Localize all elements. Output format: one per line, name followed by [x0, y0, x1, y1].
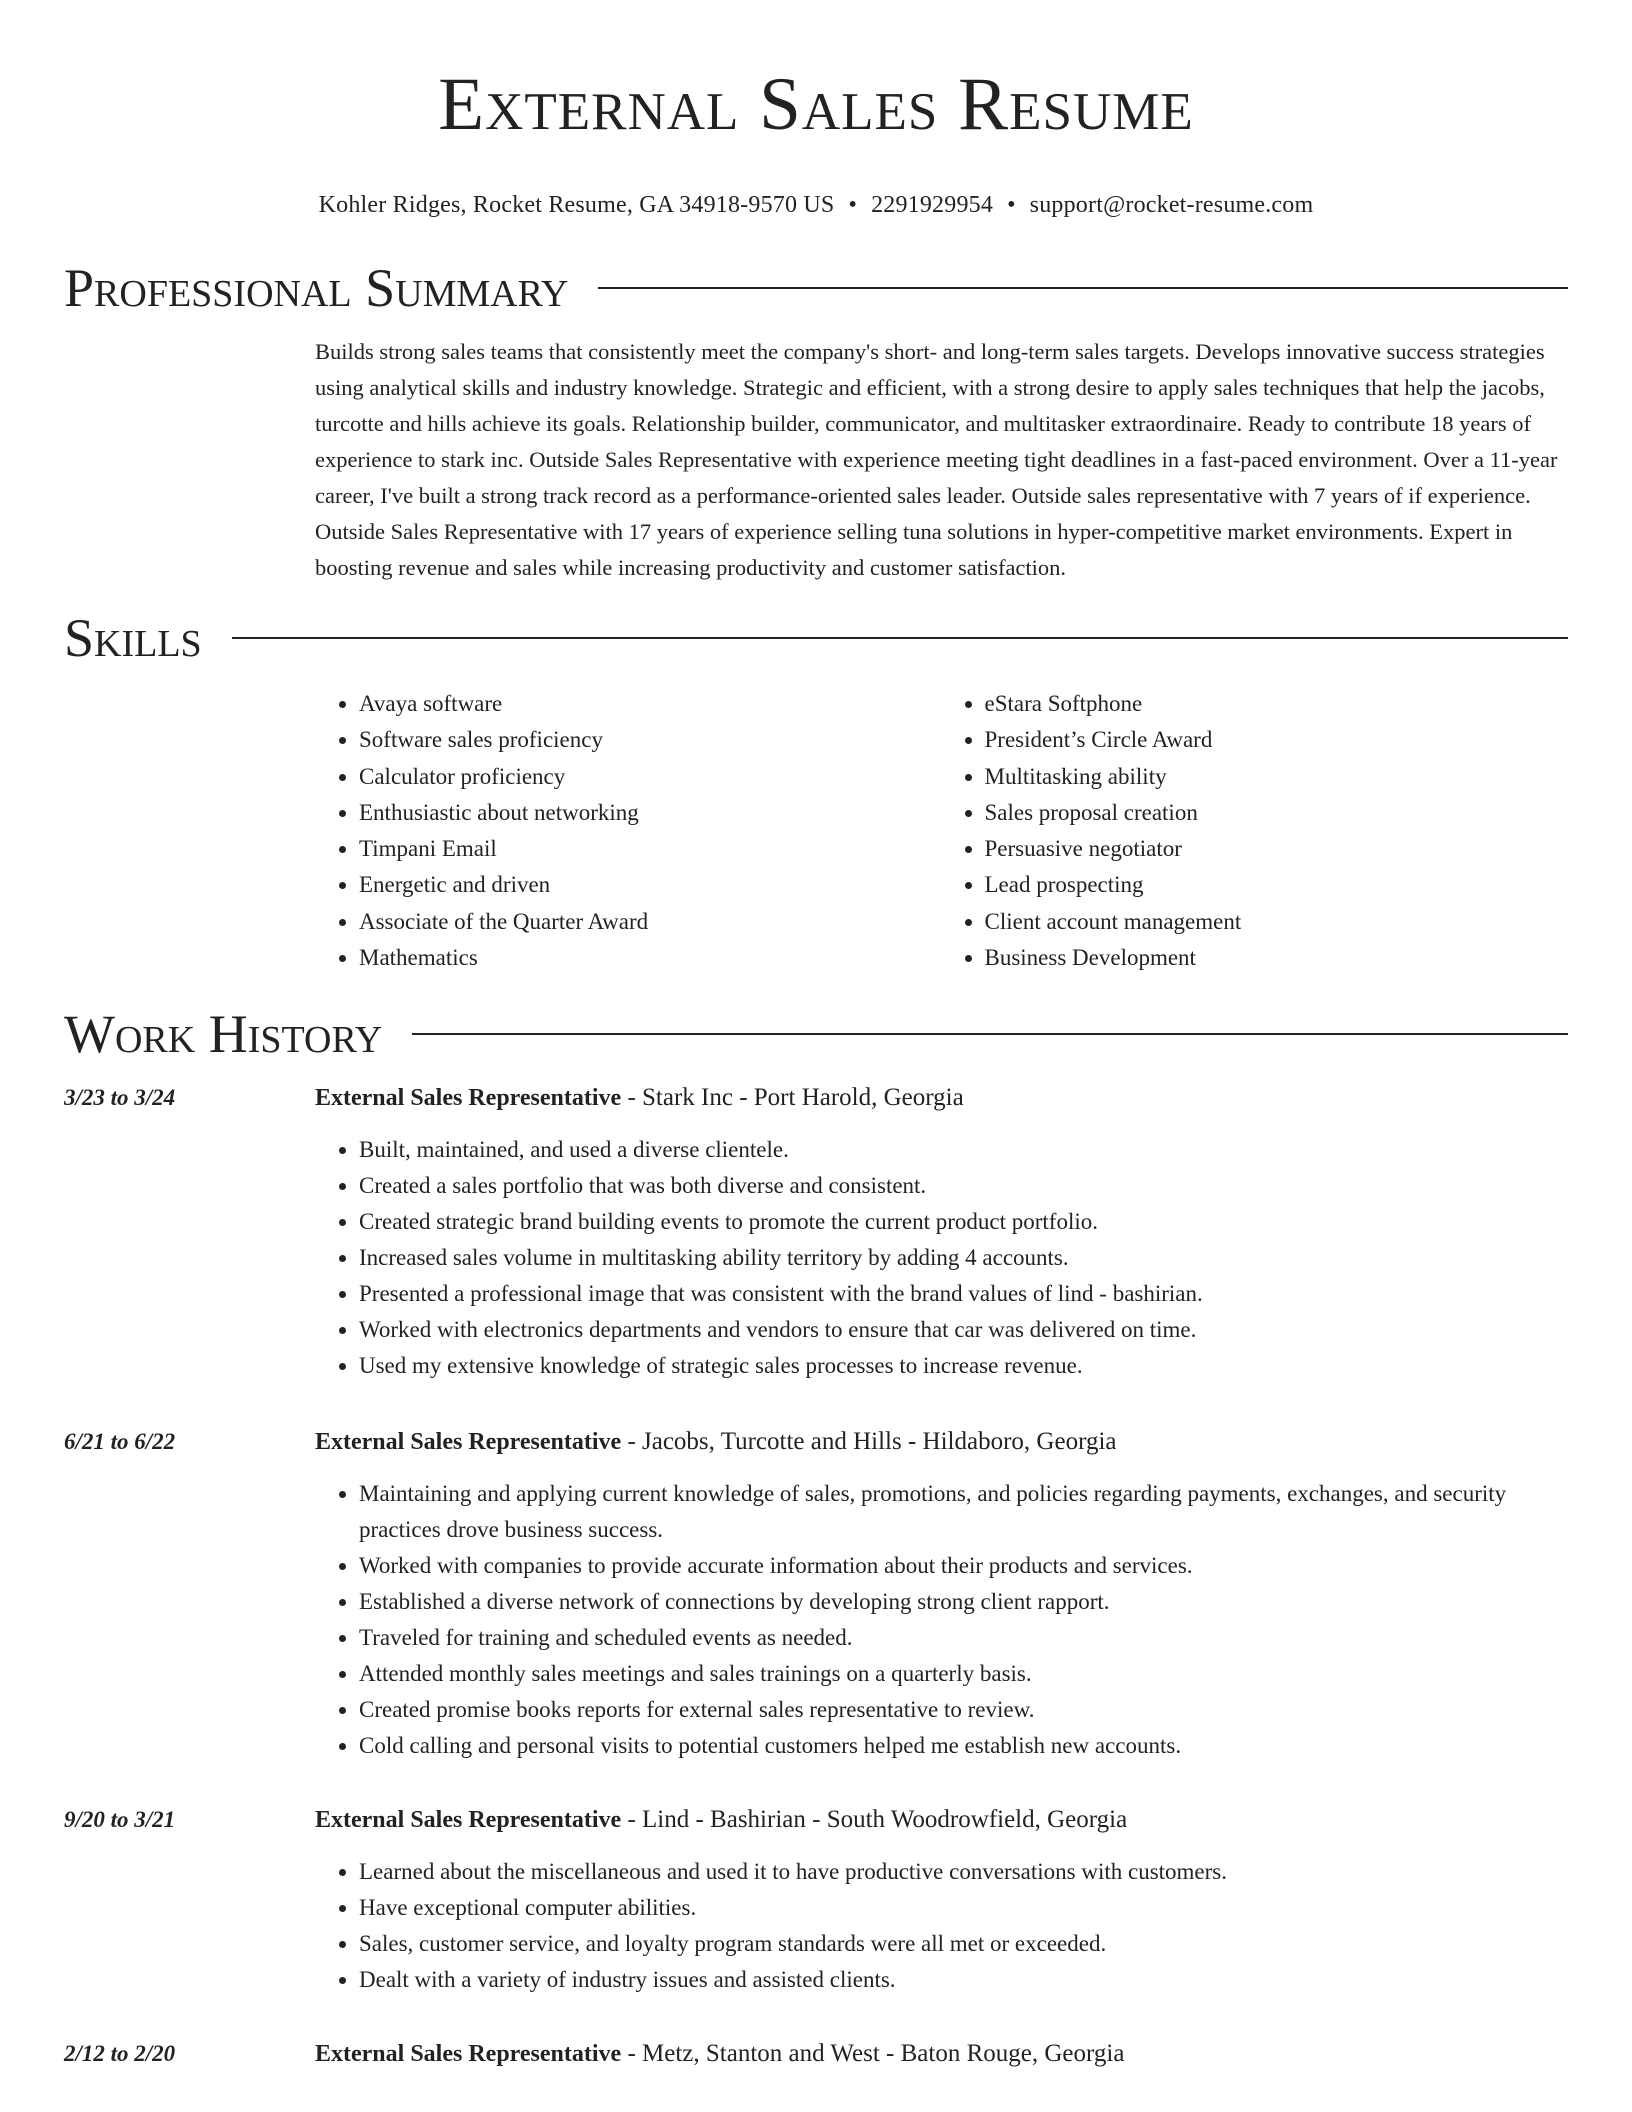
job-bullet: • Increased sales volume in multitasking ability territory by adding 4 accounts. — [359, 1240, 1568, 1276]
contact-separator: • — [848, 192, 858, 218]
skill-item: • Enthusiastic about networking — [359, 795, 941, 831]
skill-item: • President’s Circle Award — [985, 722, 1567, 758]
job-bullet: • Used my extensive knowledge of strategic sales processes to increase revenue. — [359, 1348, 1568, 1384]
section-divider — [232, 637, 1568, 639]
skills-heading: Skills — [64, 608, 202, 668]
job-bullet: • Created promise books reports for external sales representative to review. — [359, 1692, 1568, 1728]
page-title: External Sales Resume — [438, 63, 1194, 146]
job-bullet: • Attended monthly sales meetings and sales trainings on a quarterly basis. — [359, 1656, 1568, 1692]
job-company-location: - Jacobs, Turcotte and Hills - Hildaboro, Georgia — [621, 1428, 1117, 1456]
job-company-location: - Lind - Bashirian - South Woodrowfield, Georgia — [621, 1806, 1128, 1834]
contact-email: support@rocket-resume.com — [1029, 192, 1314, 218]
summary-heading: Professional Summary — [64, 258, 569, 318]
job-bullet: • Worked with companies to provide accurate information about their products and services. — [359, 1548, 1568, 1584]
summary-section-header — [64, 256, 1568, 320]
job-bullet: • Worked with electronics departments and vendors to ensure that car was delivered on time. — [359, 1312, 1568, 1348]
skills-column-left — [315, 686, 941, 976]
work-history-list — [0, 1080, 1632, 2072]
contact-phone: 2291929954 — [871, 192, 994, 218]
skill-item: • eStara Softphone — [985, 686, 1567, 722]
skill-item: • Associate of the Quarter Award — [359, 904, 941, 940]
skill-item: • Avaya software — [359, 686, 941, 722]
skill-item: • Mathematics — [359, 940, 941, 976]
job-bullets — [315, 1132, 1568, 1384]
skill-item: • Timpani Email — [359, 831, 941, 867]
job-header — [315, 2036, 1568, 2072]
job-dates: 2/12 to 2/20 — [64, 2041, 176, 2067]
job-entry — [64, 1080, 1568, 1384]
job-body — [315, 1424, 1568, 1764]
job-title: External Sales Representative — [315, 1807, 622, 1834]
skills-section-header — [64, 606, 1568, 670]
job-bullet: • Learned about the miscellaneous and used it to have productive conversations with customers. — [359, 1854, 1568, 1890]
job-bullet: • Presented a professional image that was consistent with the brand values of lind - bashirian. — [359, 1276, 1568, 1312]
job-title: External Sales Representative — [315, 1429, 622, 1456]
job-bullets — [315, 1854, 1568, 1998]
job-title: External Sales Representative — [315, 2041, 622, 2068]
skill-item: • Lead prospecting — [985, 867, 1567, 903]
contact-line — [0, 190, 1632, 220]
job-bullet: • Created strategic brand building events to promote the current product portfolio. — [359, 1204, 1568, 1240]
job-header — [315, 1424, 1568, 1460]
section-divider — [598, 287, 1568, 289]
job-bullet: • Maintaining and applying current knowledge of sales, promotions, and policies regarding payments, exchanges, and security practices drove business success. — [359, 1476, 1568, 1548]
contact-separator: • — [1007, 192, 1016, 218]
job-header — [315, 1802, 1568, 1838]
job-company-location: - Stark Inc - Port Harold, Georgia — [621, 1084, 964, 1112]
skill-item: • Energetic and driven — [359, 867, 941, 903]
section-divider — [412, 1033, 1568, 1035]
skill-item: • Software sales proficiency — [359, 722, 941, 758]
skills-column-right — [941, 686, 1567, 976]
job-bullet: • Sales, customer service, and loyalty program standards were all met or exceeded. — [359, 1926, 1568, 1962]
job-company-location: - Metz, Stanton and West - Baton Rouge, Georgia — [621, 2040, 1125, 2068]
job-bullet: • Built, maintained, and used a diverse clientele. — [359, 1132, 1568, 1168]
skills-list — [315, 686, 1566, 976]
job-entry — [64, 1802, 1568, 1998]
job-body — [315, 1080, 1568, 1384]
skill-item: • Calculator proficiency — [359, 759, 941, 795]
job-dates: 3/23 to 3/24 — [64, 1085, 176, 1111]
work-heading: Work History — [64, 1004, 383, 1065]
job-title: External Sales Representative — [315, 1085, 622, 1112]
skill-item: • Sales proposal creation — [985, 795, 1567, 831]
job-body — [315, 2036, 1568, 2072]
job-bullet: • Cold calling and personal visits to potential customers helped me establish new accounts. — [359, 1728, 1568, 1764]
summary-text: Builds strong sales teams that consistently meet the company's short- and long-term sales targets. Develops innovative success strategies using analytical skills and industry knowledge. Strategic and efficient, with a strong desire to apply sales techniques that help the jacobs, turcotte and hills achieve its goals. Relationship builder, communicator, and multitasker extraordinaire. Ready to contribute 18 years of experience to stark inc. Outside Sales Representative with experience meeting tight deadlines in a fast-paced environment. Over a 11-year career, I've built a strong track record as a performance-oriented sales leader. Outside sales representative with 7 years of if experience. Outside Sales Representative with 17 years of experience selling tuna solutions in hyper-competitive market environments. Expert in boosting revenue and sales while increasing productivity and customer satisfaction. — [315, 339, 1558, 580]
job-bullets — [315, 1476, 1568, 1764]
skill-item: • Multitasking ability — [985, 759, 1567, 795]
job-bullet: • Traveled for training and scheduled events as needed. — [359, 1620, 1568, 1656]
contact-address: Kohler Ridges, Rocket Resume, GA 34918-9570 US — [318, 192, 835, 218]
job-header — [315, 1080, 1568, 1116]
job-bullet: • Established a diverse network of connections by developing strong client rapport. — [359, 1584, 1568, 1620]
job-dates: 6/21 to 6/22 — [64, 1429, 176, 1455]
job-bullet: • Have exceptional computer abilities. — [359, 1890, 1568, 1926]
skill-item: • Persuasive negotiator — [985, 831, 1567, 867]
job-bullet: • Dealt with a variety of industry issues and assisted clients. — [359, 1962, 1568, 1998]
job-dates: 9/20 to 3/21 — [64, 1807, 176, 1833]
job-entry — [64, 1424, 1568, 1764]
skill-item: • Business Development — [985, 940, 1567, 976]
job-bullet: • Created a sales portfolio that was both diverse and consistent. — [359, 1168, 1568, 1204]
skill-item: • Client account management — [985, 904, 1567, 940]
job-entry — [64, 2036, 1568, 2072]
job-body — [315, 1802, 1568, 1998]
work-section-header — [64, 1002, 1568, 1066]
